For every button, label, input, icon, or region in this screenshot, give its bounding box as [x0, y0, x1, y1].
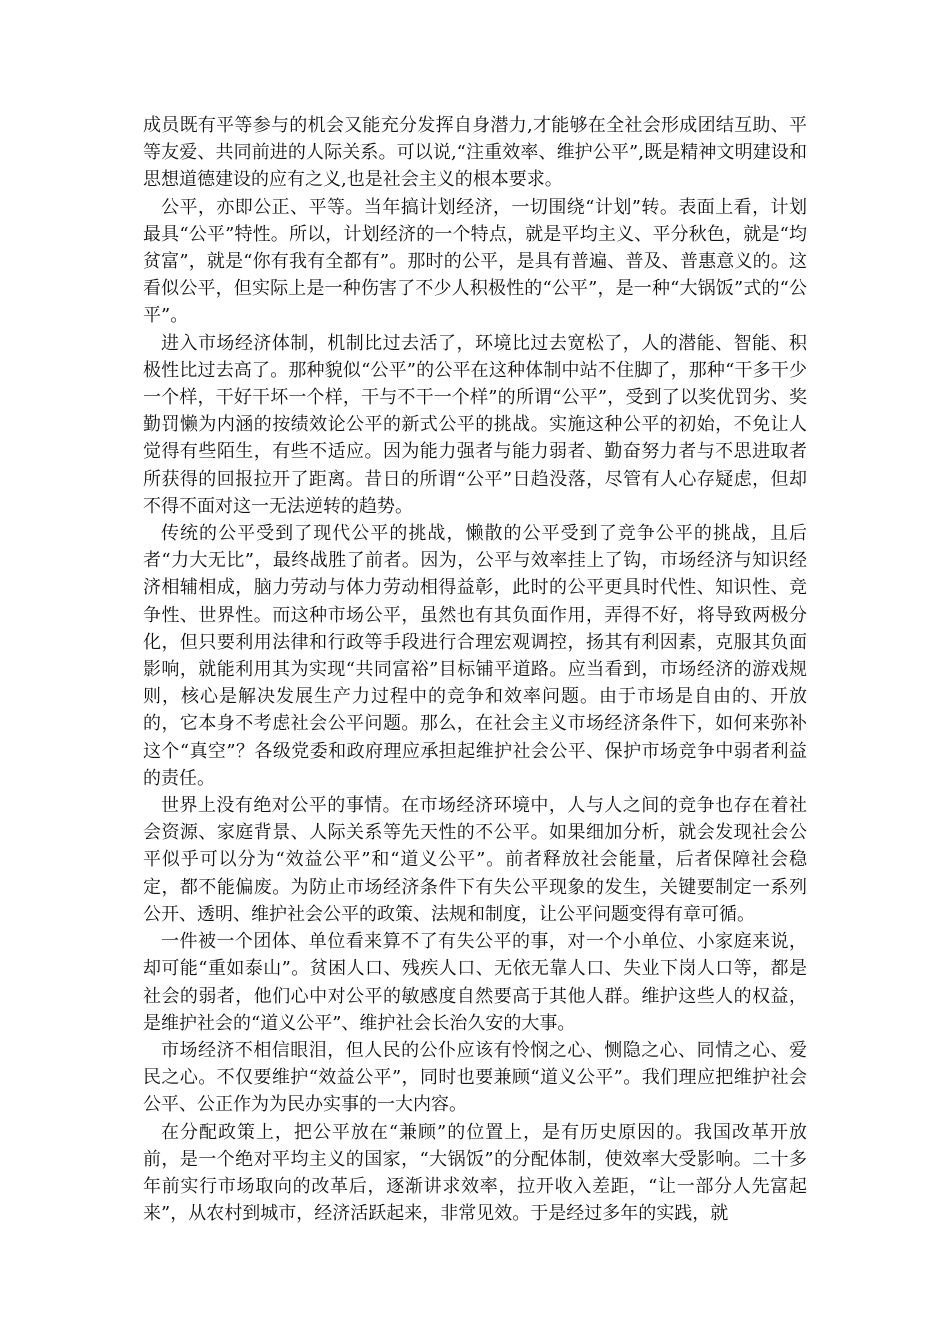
paragraph-continuation: 成员既有平等参与的机会又能充分发挥自身潜力,才能够在全社会形成团结互助、平等友爱、共同前进的人际关系。可以说,“注重效率、维护公平”,既是精神文明建设和思想道德建设的应有之义,也是社会主义的根本要求。 — [143, 115, 807, 191]
paragraph: 世界上没有绝对公平的事情。在市场经济环境中，人与人之间的竞争也存在着社会资源、家庭背景、人际关系等先天性的不公平。如果细加分析，就会发现社会公平似乎可以分为“效益公平”和“道义公平”。前者释放社会能量，后者保障社会稳定，都不能偏废。为防止市场经济条件下有失公平现象的发生，关键要制定一系列公开、透明、维护社会公平的政策、法规和制度，让公平问题变得有章可循。 — [143, 795, 807, 925]
paragraph: 市场经济不相信眼泪，但人民的公仆应该有怜悯之心、恻隐之心、同情之心、爱民之心。不仅要维护“效益公平”，同时也要兼顾“道义公平”。我们理应把维护社会公平、公正作为为民办实事的一大内容。 — [143, 1039, 807, 1116]
paragraph: 传统的公平受到了现代公平的挑战，懒散的公平受到了竞争公平的挑战，且后者“力大无比”，最终战胜了前者。因为，公平与效率挂上了钩，市场经济与知识经济相辅相成，脑力劳动与体力劳动相得益彰，此时的公平更具时代性、知识性、竞争性、世界性。而这种市场公平，虽然也有其负面作用，弄得不好，将导致两极分化，但只要利用法律和行政等手段进行合理宏观调控，扬其有利因素，克服其负面影响，就能利用其为实现“共同富裕”目标铺平道路。应当看到，市场经济的游戏规则，核心是解决发展生产力过程中的竞争和效率问题。由于市场是自由的、开放的，它本身不考虑社会公平问题。那么，在社会主义市场经济条件下，如何来弥补这个“真空”？各级党委和政府理应承担起维护社会公平、保护市场竞争中弱者利益的责任。 — [143, 523, 807, 789]
paragraph: 一件被一个团体、单位看来算不了有失公平的事，对一个小单位、小家庭来说，却可能“重如泰山”。贫困人口、残疾人口、无依无靠人口、失业下岗人口等，都是社会的弱者，他们心中对公平的敏感度自然要高于其他人群。维护这些人的权益，是维护社会的“道义公平”、维护社会长治久安的大事。 — [143, 931, 807, 1034]
paragraph: 在分配政策上，把公平放在“兼顾”的位置上，是有历史原因的。我国改革开放前，是一个绝对平均主义的国家，“大锅饭”的分配体制，使效率大受影响。二十多年前实行市场取向的改革后，逐渐讲求效率，拉开收入差距，“让一部分人先富起来”，从农村到城市，经济活跃起来，非常见效。于是经过多年的实践，就 — [143, 1121, 807, 1225]
paragraph: 公平，亦即公正、平等。当年搞计划经济，一切围绕“计划”转。表面上看，计划最具“公平”特性。所以，计划经济的一个特点，就是平均主义、平分秋色，就是“均贫富”，就是“你有我有全都有”。那时的公平，是具有普遍、普及、普惠意义的。这看似公平，但实际上是一种伤害了不少人积极性的“公平”，是一种“大锅饭”式的“公平”。 — [143, 196, 807, 327]
document-body — [143, 112, 807, 1227]
paragraph: 进入市场经济体制，机制比过去活了，环境比过去宽松了，人的潜能、智能、积极性比过去高了。那种貌似“公平”的公平在这种体制中站不住脚了，那种“干多干少一个样，干好干坏一个样，干与不干一个样”的所谓“公平”，受到了以奖优罚劣、奖勤罚懒为内涵的按绩效论公平的新式公平的挑战。实施这种公平的初始，不免让人觉得有些陌生，有些不适应。因为能力强者与能力弱者、勤奋努力者与不思进取者所获得的回报拉开了距离。昔日的所谓“公平”日趋没落，尽管有人心存疑虑，但却不得不面对这一无法逆转的趋势。 — [143, 332, 807, 517]
